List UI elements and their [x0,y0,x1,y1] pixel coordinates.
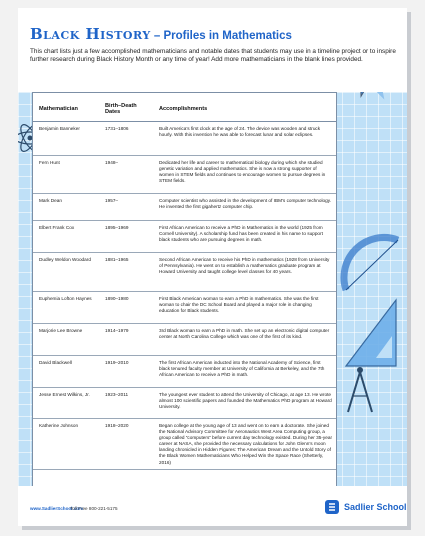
accomplishments: First African American to receive a PhD in Mathematics in the world (1925 from Cornell University). A scholarship fund has been created in his name to support black students who are pursuing degrees in math. [153,221,336,253]
accomplishments: Second African American to receive his PhD in mathematics (1928 from University of Pennsylvania). He went on to establish a mathematics graduate program at Howard University and taught college level classes for 40 years. [153,253,336,292]
table-row [33,324,336,356]
mathematician-name: Jesse Ernest Wilkins, Jr. [33,388,99,419]
accomplishments: 3rd Black woman to earn a PhD in math. She set up an electronic digital computer center at North Carolina College which was one of the first of its kind. [153,324,336,356]
accomplishments: First Black American woman to earn a PhD in mathematics. She was the first woman to chair the DC School Board and played a major role in changing education for Black students. [153,292,336,324]
worksheet-page [18,8,407,526]
accomplishments: The youngest ever student to attend the University of Chicago, at age 13. He wrote almost 100 scientific papers and founded the Mathematics PhD program at Howard University. [153,388,336,419]
compass-icon [340,364,380,416]
mathematician-name: David Blackwell [33,356,99,388]
footer-phone: Toll Free 800-221-5175 [70,506,118,511]
birth-death-dates: 1919–2010 [99,356,153,388]
sadlier-logo [324,498,407,516]
table-row [33,156,336,194]
column-header-dates: Birth–Death Dates [99,93,153,122]
mathematicians-table [32,92,337,488]
birth-death-dates: 1918–2020 [99,419,153,470]
birth-death-dates: 1890–1980 [99,292,153,324]
birth-death-dates: 1895–1969 [99,221,153,253]
mathematician-name: Fern Hunt [33,156,99,194]
title-subtitle: – Profiles in Mathematics [150,30,292,42]
sadlier-logo-icon [324,499,340,515]
brand-name: Sadlier School [344,502,407,512]
accomplishments: Began college at the young age of 13 and went on to earn a doctorate. She joined the National Advisory Committee for Aeronautics West Area Computing group, a group called “computers” before current day technology existed. During her 35-year career at NASA, she provided the necessary calculations for John Glenn’s moon landing chronicled in Hidden Figures: The American Dream and the Untold Story of the Black Women Mathematicians Who Helped Win the Space Race (Shetterly, 2016) [153,419,336,470]
table-row [33,388,336,419]
table-row [33,356,336,388]
accomplishments: Built America’s first clock at the age of 24. The device was wooden and struck hourly. With this invention he was able to forecast lunar and solar eclipses. [153,122,336,156]
birth-death-dates: 1881–1965 [99,253,153,292]
mathematician-name: Benjamin Banneker [33,122,99,156]
mathematician-name: Elbert Frank Cox [33,221,99,253]
column-header-mathematician: Mathematician [33,93,99,122]
mathematician-name: Euphemia Lofton Haynes [33,292,99,324]
protractor-icon [340,226,404,296]
column-header-accomplishments: Accomplishments [153,93,336,122]
table-row [33,122,336,156]
table-row [33,292,336,324]
page-title [30,25,292,44]
table-row [33,194,336,221]
mathematician-name: Dudley Weldon Woodard [33,253,99,292]
accomplishments: Computer scientist who assisted in the development of IBM’s computer technology. He invented the first gigahertz computer chip. [153,194,336,221]
header [18,8,407,92]
footer-website: www.SadlierSchool.com [30,506,84,511]
accomplishments: The first African American inducted into the National Academy of Science, first black tenured faculty member at University of California at Berkeley, and the 7th African American to receive a PhD in math. [153,356,336,388]
birth-death-dates: 1948– [99,156,153,194]
table-row [33,419,336,470]
mathematician-name: Mark Dean [33,194,99,221]
birth-death-dates: 1957– [99,194,153,221]
table-row [33,221,336,253]
birth-death-dates: 1731–1806 [99,122,153,156]
mathematician-name: Marjorie Lee Browne [33,324,99,356]
mathematician-name: Katherine Johnson [33,419,99,470]
table-header-row [33,93,336,122]
title-main: Black History [30,25,151,43]
intro-paragraph: This chart lists just a few accomplished mathematicians and notable dates that students may use in a timeline project or to inspire further research during Black History Month or any time of year! Add more mathematicians in the blank lines provided. [30,48,396,64]
birth-death-dates: 1923–2011 [99,388,153,419]
accomplishments: Dedicated her life and career to mathematical biology during which she studied genetic variation and applied mathematics. She is now a strong supporter of women in STEM fields and continues to encourage women to pursue degrees in STEM fields. [153,156,336,194]
birth-death-dates: 1914–1979 [99,324,153,356]
set-square-icon [336,290,402,370]
table-row [33,253,336,292]
